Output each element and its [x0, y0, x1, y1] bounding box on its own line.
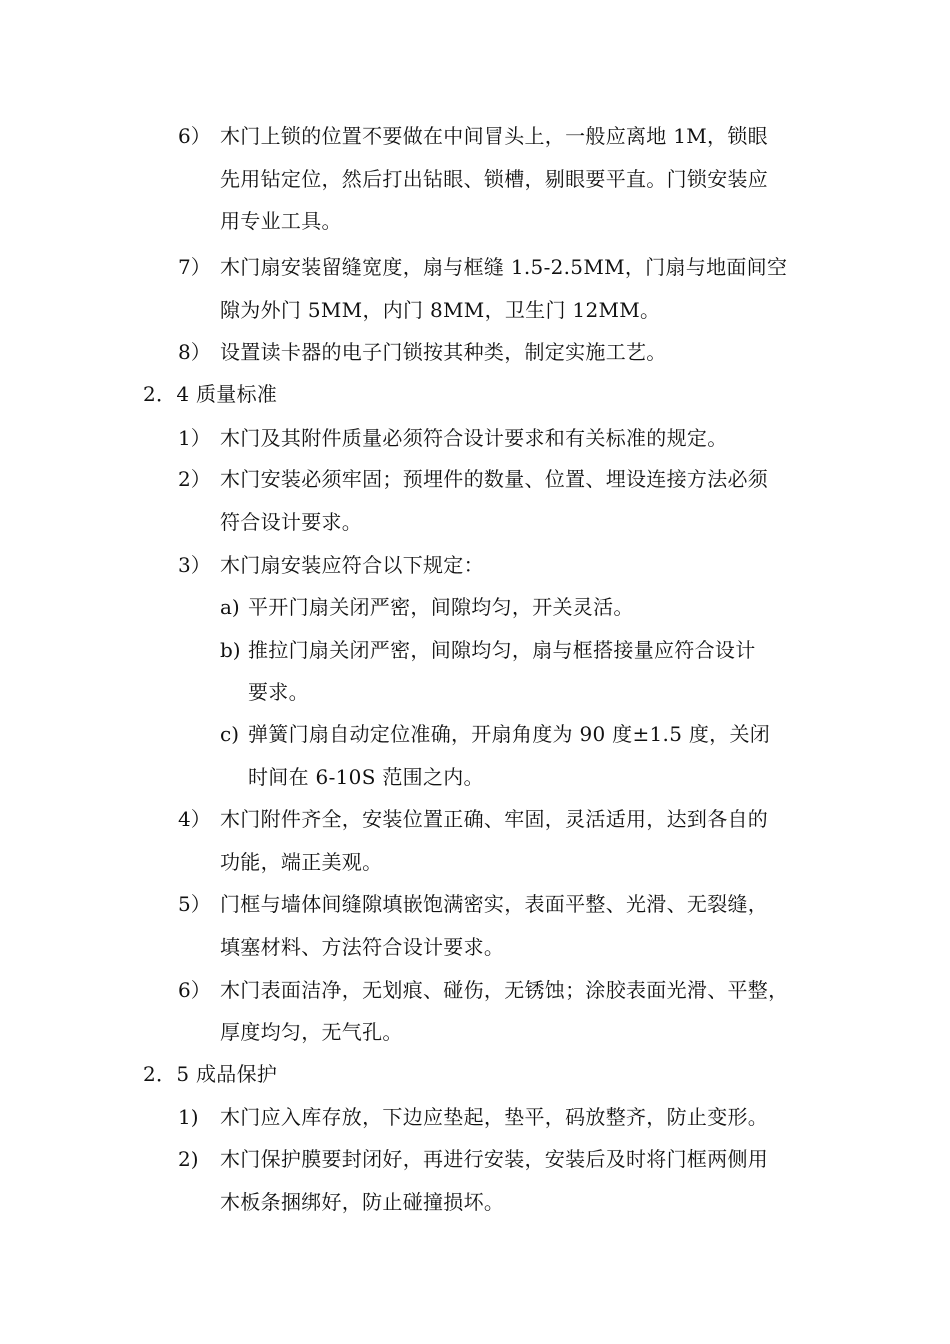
list-item-number: 4）	[178, 807, 211, 831]
list-item-text: 设置读卡器的电子门锁按其种类，制定实施工艺。	[220, 340, 667, 364]
list-item-text: 木门应入库存放，下边应垫起，垫平，码放整齐，防止变形。	[220, 1105, 769, 1129]
sub-item-letter: c)	[220, 722, 240, 746]
list-item-text: 木门保护膜要封闭好，再进行安装，安装后及时将门框两侧用	[220, 1147, 769, 1171]
list-item-number: 6）	[178, 978, 211, 1002]
list-item-text: 用专业工具。	[220, 209, 342, 233]
list-item-number: 5）	[178, 892, 211, 916]
sub-item-text: 弹簧门扇自动定位准确，开扇角度为 90 度±1.5 度，关闭	[248, 722, 771, 746]
sub-item-text: 时间在 6-10S 范围之内。	[248, 765, 484, 789]
list-item-text: 木门上锁的位置不要做在中间冒头上，一般应离地 1M，锁眼	[220, 124, 768, 148]
section-heading: 2．5 成品保护	[143, 1062, 278, 1086]
sub-item-letter: b)	[220, 638, 241, 662]
list-item-number: 8）	[178, 340, 211, 364]
sub-item-text: 要求。	[248, 680, 309, 704]
list-item-text: 木板条捆绑好，防止碰撞损坏。	[220, 1190, 505, 1214]
list-item-text: 木门扇安装留缝宽度，扇与框缝 1.5-2.5MM，门扇与地面间空	[220, 255, 788, 279]
list-item-text: 木门安装必须牢固；预埋件的数量、位置、埋设连接方法必须	[220, 467, 769, 491]
list-item-text: 填塞材料、方法符合设计要求。	[220, 935, 505, 959]
list-item-text: 木门附件齐全，安装位置正确、牢固，灵活适用，达到各自的	[220, 807, 769, 831]
sub-item-text: 平开门扇关闭严密，间隙均匀，开关灵活。	[248, 595, 634, 619]
sub-item-text: 推拉门扇关闭严密，间隙均匀，扇与框搭接量应符合设计	[248, 638, 756, 662]
list-item-text: 门框与墙体间缝隙填嵌饱满密实，表面平整、光滑、无裂缝，	[220, 892, 769, 916]
list-item-number: 2)	[178, 1147, 199, 1171]
list-item-number: 1)	[178, 1105, 199, 1129]
list-item-number: 2）	[178, 467, 211, 491]
list-item-text: 厚度均匀，无气孔。	[220, 1020, 403, 1044]
section-heading: 2．4 质量标准	[143, 382, 278, 406]
list-item-text: 木门扇安装应符合以下规定：	[220, 553, 484, 577]
list-item-number: 7）	[178, 255, 211, 279]
list-item-text: 木门表面洁净，无划痕、碰伤，无锈蚀；涂胶表面光滑、平整，	[220, 978, 789, 1002]
list-item-text: 隙为外门 5MM，内门 8MM，卫生门 12MM。	[220, 298, 661, 322]
list-item-text: 木门及其附件质量必须符合设计要求和有关标准的规定。	[220, 426, 728, 450]
list-item-text: 功能，端正美观。	[220, 850, 383, 874]
list-item-number: 1）	[178, 426, 211, 450]
sub-item-letter: a)	[220, 595, 240, 619]
list-item-text: 符合设计要求。	[220, 510, 363, 534]
list-item-number: 6）	[178, 124, 211, 148]
list-item-number: 3）	[178, 553, 211, 577]
list-item-text: 先用钻定位，然后打出钻眼、锁槽，剔眼要平直。门锁安装应	[220, 167, 769, 191]
